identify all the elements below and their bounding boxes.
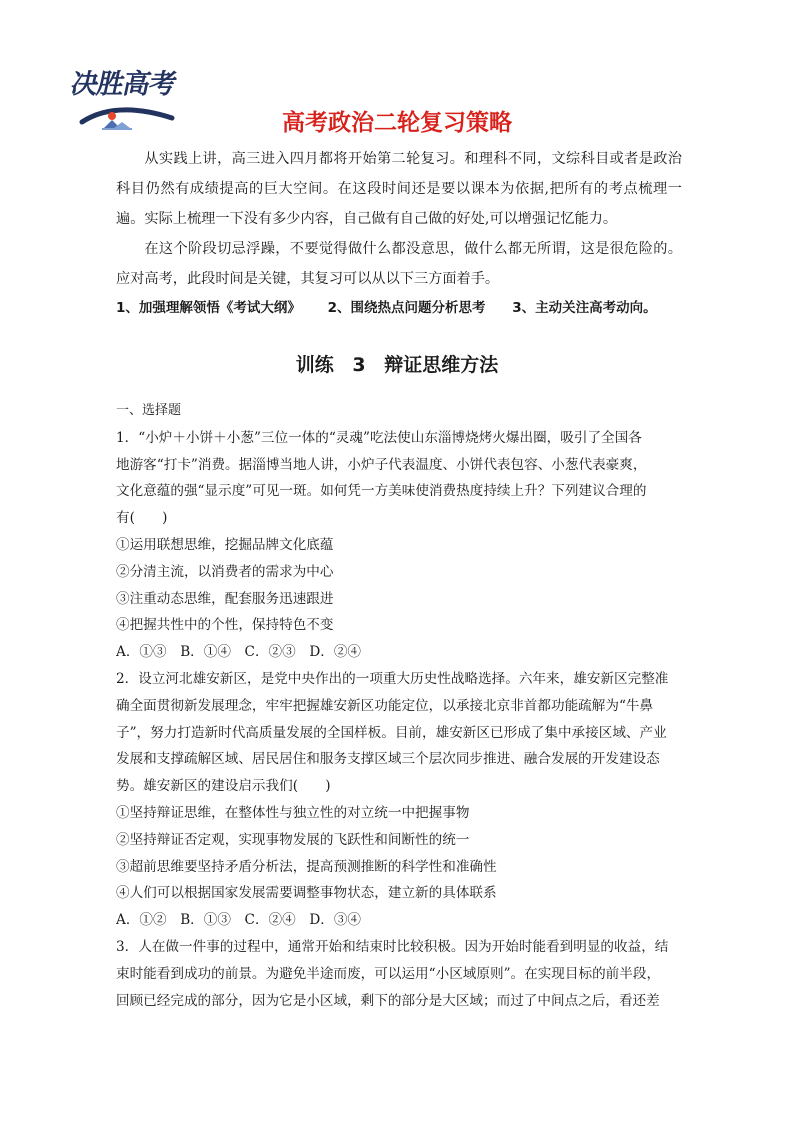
- question-text-line: 确全面贯彻新发展理念，牢牢把握雄安新区功能定位，以承接北京非首都功能疏解为“牛鼻: [116, 697, 654, 714]
- question-text-line: 2．设立河北雄安新区，是党中央作出的一项重大历史性战略选择。六年来，雄安新区完整准: [116, 670, 669, 687]
- question-option-line: ②分清主流，以消费者的需求为中心: [116, 563, 334, 580]
- question-option-line: ③超前思维要坚持矛盾分析法，提高预测推断的科学性和准确性: [116, 858, 497, 875]
- focus-point: 1、加强理解领悟《考试大纲》: [116, 300, 301, 316]
- question-text-line: 1．“小炉＋小饼＋小葱”三位一体的“灵魂”吃法使山东淄博烧烤火爆出圈，吸引了全国各: [116, 429, 642, 446]
- question-text-line: 地游客“打卡”消费。据淄博当地人讲，小炉子代表温度、小饼代表包容、小葱代表豪爽，: [116, 456, 647, 473]
- section-title: 训练 3 辩证思维方法: [295, 354, 499, 376]
- question-text-line: 束时能看到成功的前景。为避免半途而废，可以运用“小区域原则”。在实现目标的前半段，: [116, 965, 661, 982]
- question-text-line: 势。雄安新区的建设启示我们( ): [116, 778, 331, 795]
- question-option-line: ①运用联想思维，挖掘品牌文化底蕴: [116, 536, 334, 553]
- focus-point: 2、围绕热点问题分析思考: [327, 300, 486, 316]
- exercise-content: [116, 398, 682, 1014]
- question-text-line: 发展和支撑疏解区域、居民居住和服务支撑区域三个层次同步推进、融合发展的开发建设态: [116, 751, 660, 768]
- intro-paragraph: 从实践上讲，高三进入四月都将开始第二轮复习。和理科不同，文综科目或者是政治科目仍然有成绩提高的巨大空间。在这段时间还是要以课本为依据,把所有的考点梳理一遍。实际上梳理一下没有多少内容，自己做有自己做的好处,可以增强记忆能力。: [116, 151, 682, 227]
- answer-choices-line: A．①② B．①③ C．②④ D．③④: [116, 912, 362, 929]
- page-title: 高考政治二轮复习策略: [282, 110, 512, 136]
- intro-text: [116, 144, 682, 294]
- question-text-line: 文化意蕴的强“显示度”可见一斑。如何凭一方美味使消费热度持续上升？下列建议合理的: [116, 483, 647, 500]
- question-option-line: ④人们可以根据国家发展需要调整事物状态，建立新的具体联系: [116, 885, 497, 902]
- focus-point: 3、主动关注高考动向。: [512, 300, 657, 316]
- intro-paragraph: 在这个阶段切忌浮躁，不要觉得做什么都没意思，做什么都无所谓，这是很危险的。应对高考，此段时间是关键，其复习可以从以下三方面着手。: [116, 241, 682, 287]
- question-option-line: ④把握共性中的个性，保持特色不变: [116, 617, 334, 634]
- logo-text: 决胜高考: [68, 69, 179, 100]
- question-option-line: ②坚持辩证否定观，实现事物发展的飞跃性和间断性的统一: [116, 831, 470, 848]
- question-option-line: ①坚持辩证思维，在整体性与独立性的对立统一中把握事物: [116, 804, 470, 821]
- question-text-line: 3．人在做一件事的过程中，通常开始和结束时比较积极。因为开始时能看到明显的收益，结: [116, 938, 669, 955]
- answer-choices-line: A．①③ B．①④ C．②③ D．②④: [116, 644, 362, 661]
- focus-points: [116, 296, 679, 316]
- question-option-line: ③注重动态思维，配套服务迅速跟进: [116, 590, 334, 607]
- question-text-line: 有( ): [116, 510, 168, 527]
- question-text-line: 子”，努力打造新时代高质量发展的全国样板。目前，雄安新区已形成了集中承接区域、产业: [116, 724, 667, 741]
- question-text-line: 回顾已经完成的部分，因为它是小区域，剩下的部分是大区域；而过了中间点之后，看还差: [116, 992, 660, 1009]
- question-section-heading: 一、选择题: [116, 403, 182, 418]
